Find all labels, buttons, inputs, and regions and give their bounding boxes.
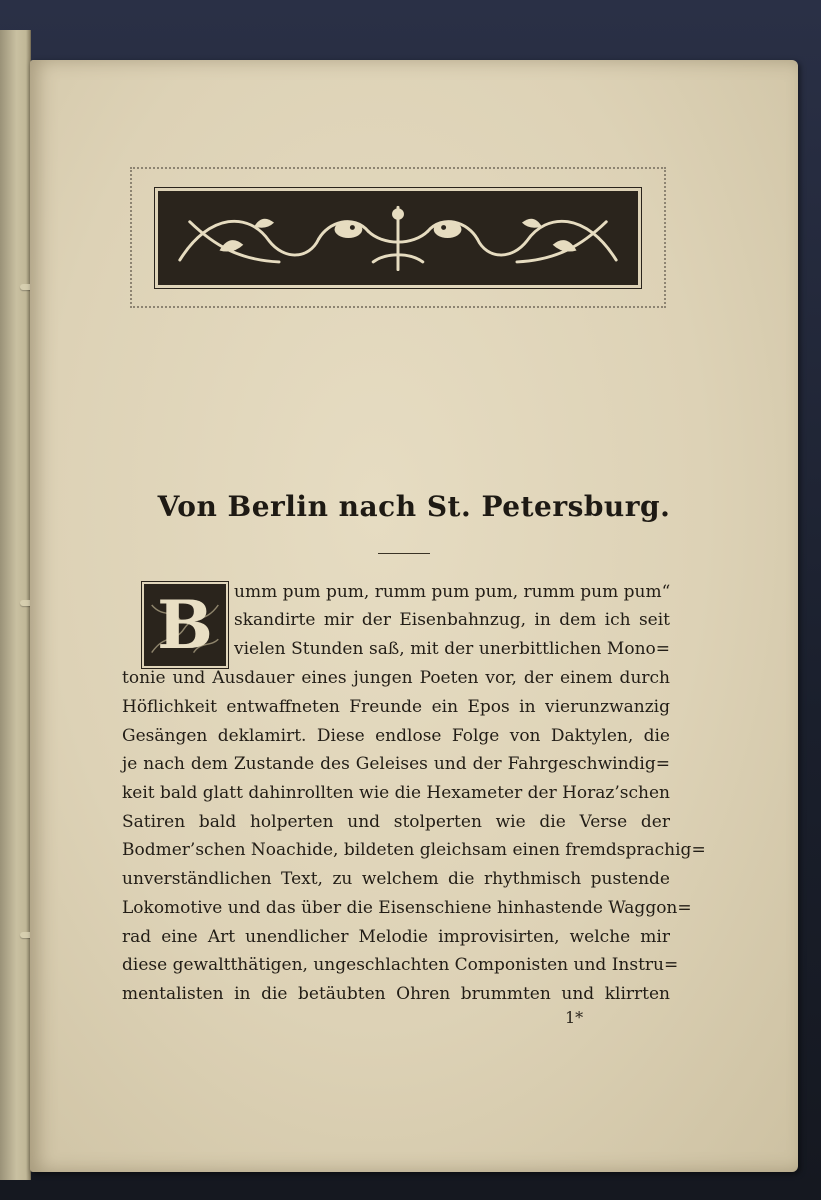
text-line: keit bald glatt dahinrollten wie die Hexameter der Horaz’schen (122, 783, 670, 803)
text-line: mentalisten in die betäubten Ohren brummten und klirrten (122, 984, 670, 1004)
text-line: skandirte mir der Eisenbahnzug, in dem ich seit (234, 610, 670, 630)
text-line: Bodmer’schen Noachide, bildeten gleichsam einen fremdsprachig= (122, 840, 706, 860)
text-line: Lokomotive und das über die Eisenschiene hinhastende Waggon= (122, 898, 692, 918)
text-line: Satiren bald holperten und stolperten wie die Verse der (122, 812, 670, 832)
book-page (30, 60, 798, 1172)
text-line: Höflichkeit entwaffneten Freunde ein Epos in vierunzwanzig (122, 697, 670, 717)
ornamental-headpiece (158, 191, 638, 285)
text-line: diese gewaltthätigen, ungeschlachten Componisten und Instru= (122, 955, 679, 975)
drop-cap (144, 584, 226, 666)
text-line: unverständlichen Text, zu welchem die rhythmisch pustende (122, 869, 670, 889)
text-line: tonie und Ausdauer eines jungen Poeten vor, der einem durch (122, 668, 670, 688)
text-line: Gesängen deklamirt. Diese endlose Folge von Daktylen, die (122, 726, 670, 746)
text-line: vielen Stunden saß, mit der unerbittlichen Mono= (234, 639, 670, 659)
title-divider (378, 553, 430, 554)
page-number: 1* (565, 1008, 584, 1027)
chapter-title: Von Berlin nach St. Petersburg. (157, 490, 671, 523)
drop-cap-letter: B (157, 586, 213, 664)
text-line: umm pum pum, rumm pum pum, rumm pum pum“ (234, 582, 671, 602)
text-line: rad eine Art unendlicher Melodie improvisirten, welche mir (122, 927, 670, 947)
headpiece-ornament-graphic (160, 193, 636, 283)
text-line: je nach dem Zustande des Geleises und der Fahrgeschwindig= (122, 754, 670, 774)
